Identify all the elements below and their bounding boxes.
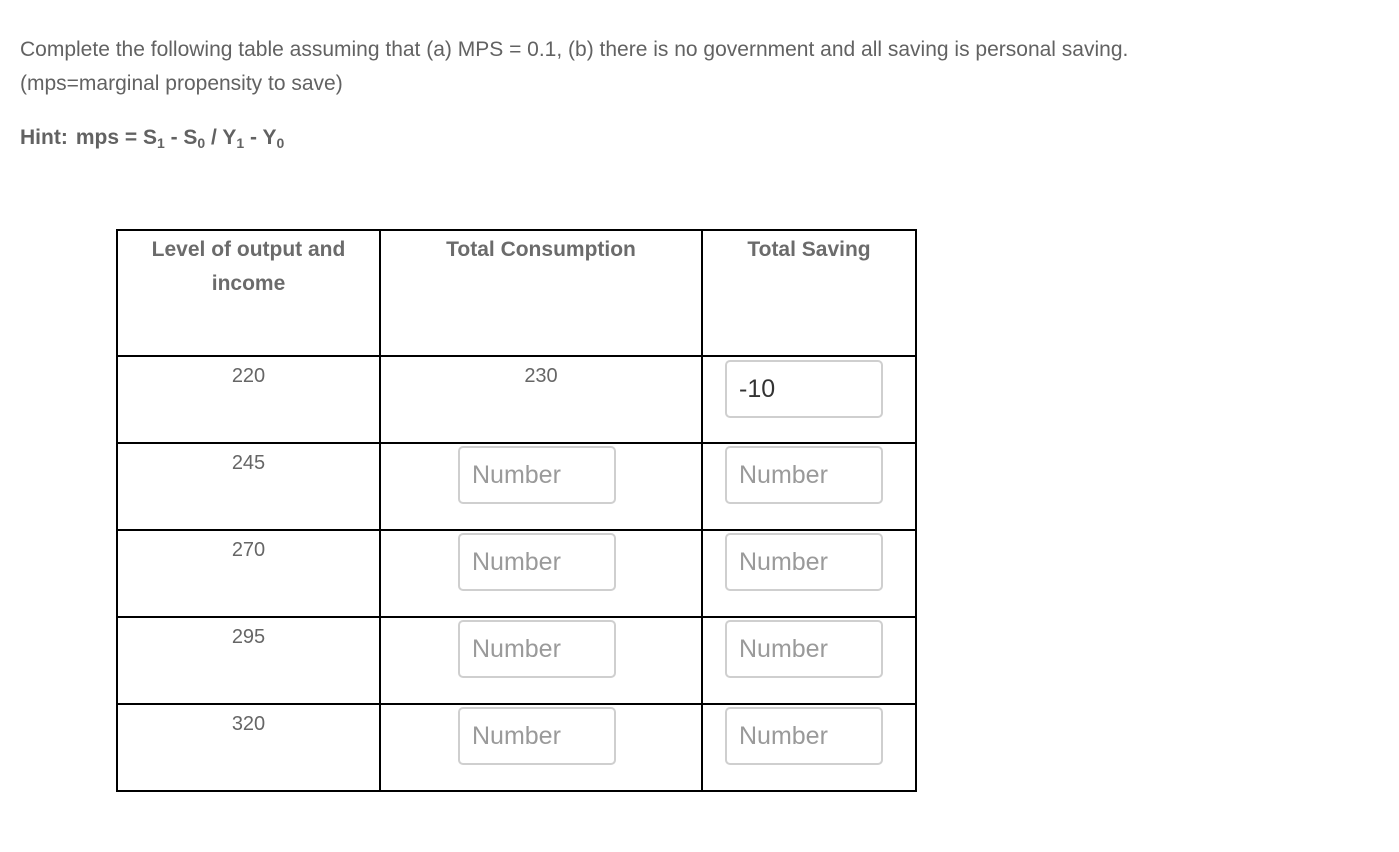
output-value: 320 (231, 713, 266, 735)
output-cell (117, 704, 380, 791)
output-cell (117, 356, 380, 443)
table-row (117, 617, 916, 704)
consumption-cell (380, 530, 702, 617)
output-value: 220 (231, 365, 266, 387)
header-total-saving: Total Saving (702, 230, 916, 356)
consumption-input[interactable] (458, 707, 616, 765)
saving-input[interactable] (725, 620, 883, 678)
table-row (117, 443, 916, 530)
table-row (117, 356, 916, 443)
output-cell (117, 443, 380, 530)
output-cell (117, 617, 380, 704)
consumption-cell (380, 704, 702, 791)
saving-input[interactable] (725, 446, 883, 504)
saving-cell (702, 530, 916, 617)
saving-input[interactable] (725, 707, 883, 765)
output-cell (117, 530, 380, 617)
consumption-input[interactable] (458, 620, 616, 678)
hint-subscript: 1 (236, 135, 245, 151)
hint-subscript: 0 (197, 135, 206, 151)
consumption-input[interactable] (458, 533, 616, 591)
header-output-income: Level of output and income (117, 230, 380, 356)
question-text (20, 33, 1380, 101)
table-header-row (117, 230, 916, 356)
table-row (117, 530, 916, 617)
saving-input[interactable] (725, 360, 883, 418)
hint-formula-part: / Y (205, 126, 237, 149)
saving-table (116, 229, 917, 792)
table-row (117, 704, 916, 791)
question-line-1: Complete the following table assuming that (a) MPS = 0.1, (b) there is no government and all saving is personal saving. (20, 38, 1129, 61)
hint-formula-part: - Y (244, 126, 277, 149)
saving-cell (702, 704, 916, 791)
saving-input[interactable] (725, 533, 883, 591)
consumption-input[interactable] (458, 446, 616, 504)
consumption-cell (380, 356, 702, 443)
output-value: 295 (231, 626, 266, 648)
consumption-cell (380, 617, 702, 704)
consumption-value: 230 (524, 365, 558, 387)
hint-label: Hint: (20, 126, 68, 149)
output-value: 245 (231, 452, 266, 474)
hint-formula-part: - S (164, 126, 198, 149)
hint-subscript: 0 (276, 135, 285, 151)
hint (20, 126, 284, 151)
hint-subscript: 1 (156, 135, 165, 151)
hint-formula-part: mps = S (75, 126, 157, 149)
question-line-2: (mps=marginal propensity to save) (20, 72, 343, 95)
saving-cell (702, 617, 916, 704)
saving-cell (702, 443, 916, 530)
output-value: 270 (231, 539, 266, 561)
header-total-consumption: Total Consumption (380, 230, 702, 356)
consumption-cell (380, 443, 702, 530)
saving-cell (702, 356, 916, 443)
